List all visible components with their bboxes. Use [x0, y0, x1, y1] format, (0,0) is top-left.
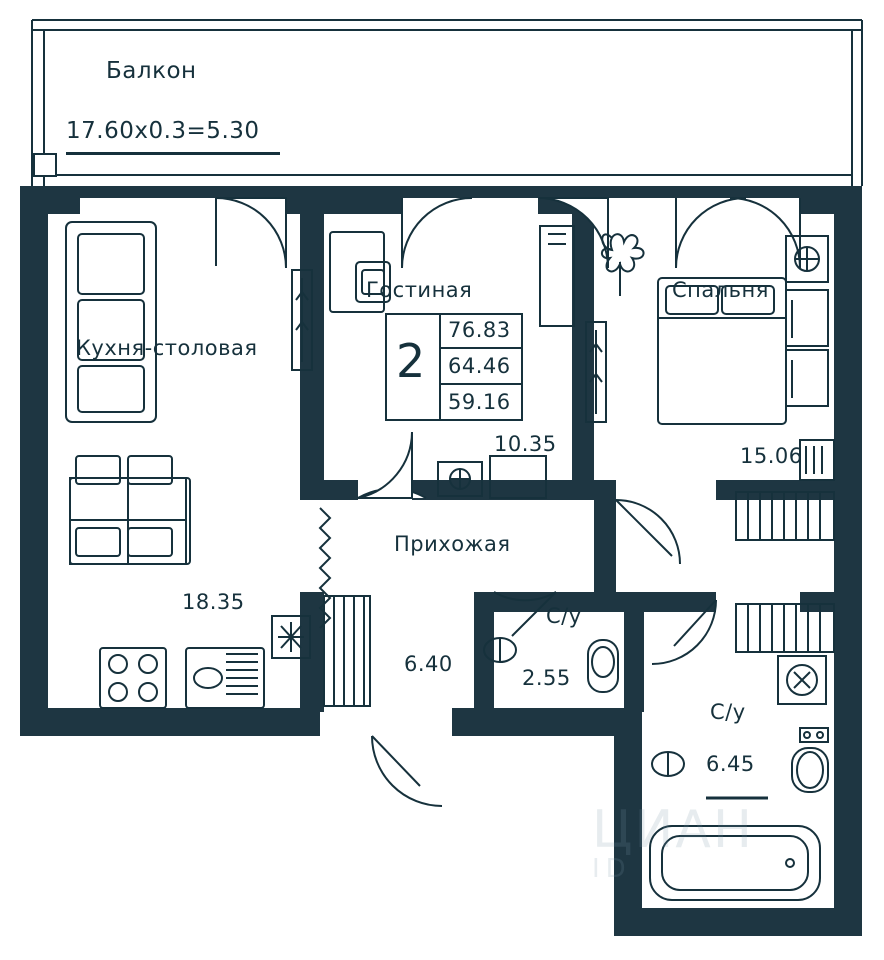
- balcony-dimension: 17.60x0.3=5.30: [66, 118, 260, 144]
- kitchen-furniture: [66, 222, 312, 708]
- balcony-label: Балкон: [106, 58, 197, 84]
- room-area-wc-small: 2.55: [522, 666, 571, 690]
- badge-area-usable: 59.16: [448, 390, 511, 414]
- room-label-kitchen: Кухня-столовая: [76, 336, 258, 360]
- room-area-hall: 6.40: [404, 652, 453, 676]
- room-label-wc-small: С/у: [546, 604, 582, 628]
- bathroom-fixtures: [650, 656, 828, 900]
- balcony-outline: [32, 20, 862, 186]
- balcony-dimension-underline: [66, 152, 280, 155]
- room-area-bedroom: 15.06: [740, 444, 803, 468]
- watermark-line2: ID: [592, 854, 632, 884]
- badge-room-count: 2: [396, 334, 426, 388]
- room-label-bedroom: Спальня: [672, 278, 769, 302]
- watermark-line1: ЦИАН: [592, 800, 754, 860]
- badge-area-living: 64.46: [448, 354, 511, 378]
- room-label-living: Гостиная: [366, 278, 473, 302]
- room-label-wc-large: С/у: [710, 700, 746, 724]
- room-area-living: 10.35: [494, 432, 557, 456]
- hall-fixtures: [324, 596, 370, 706]
- room-label-hall: Прихожая: [394, 532, 511, 556]
- room-area-kitchen: 18.35: [182, 590, 245, 614]
- room-area-wc-large: 6.45: [706, 752, 755, 776]
- badge-area-total: 76.83: [448, 318, 511, 342]
